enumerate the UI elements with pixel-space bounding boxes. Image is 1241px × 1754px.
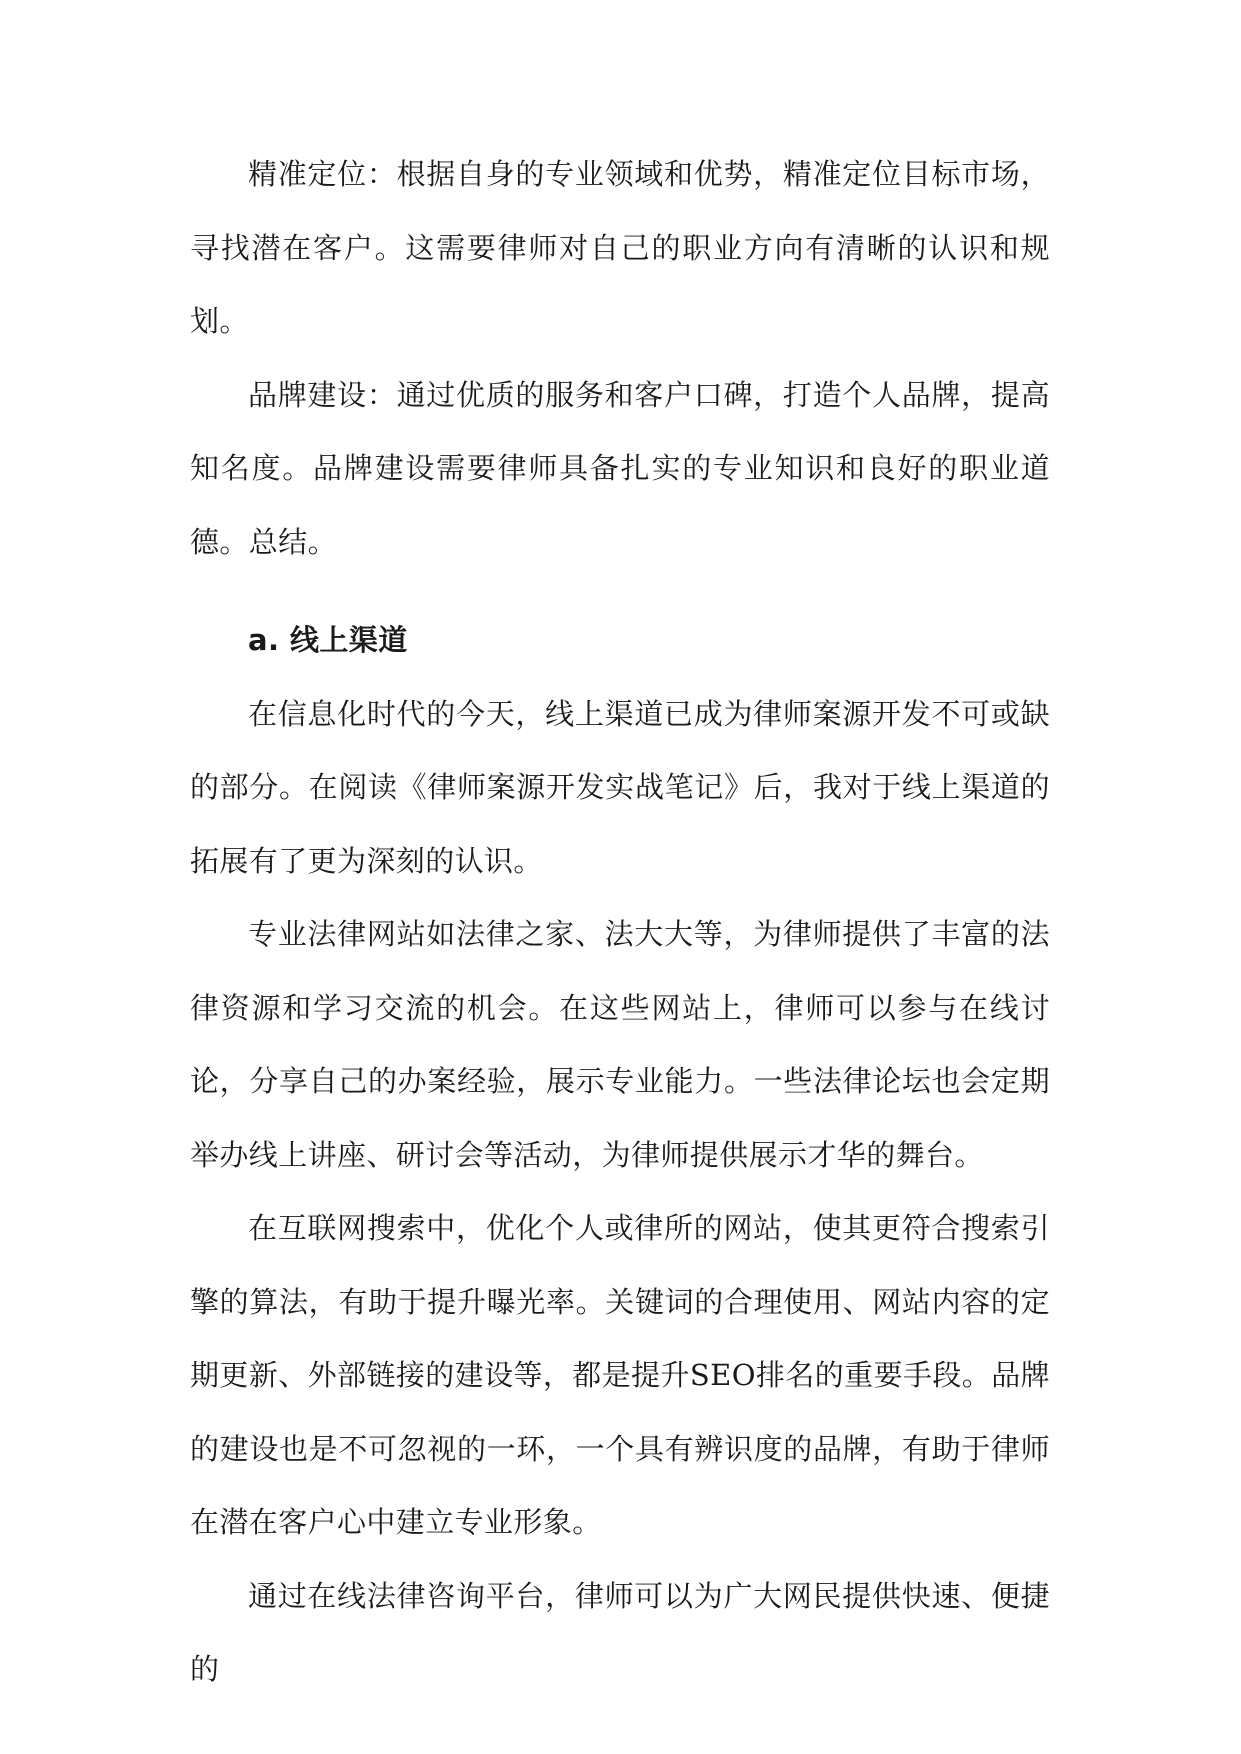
section-marker: a. (248, 623, 280, 657)
document-page (190, 138, 1050, 1707)
paragraph-seo: 在互联网搜索中，优化个人或律所的网站，使其更符合搜索引擎的算法，有助于提升曝光率。关键词的合理使用、网站内容的定期更新、外部链接的建设等，都是提升SEO排名的重要手段。品牌的建设也是不可忽视的一环，一个具有辨识度的品牌，有助于律师在潜在客户心中建立专业形象。 (190, 1211, 1050, 1539)
paragraph-legal-websites: 专业法律网站如法律之家、法大大等，为律师提供了丰富的法律资源和学习交流的机会。在这些网站上，律师可以参与在线讨论，分享自己的办案经验，展示专业能力。一些法律论坛也会定期举办线上讲座、研讨会等活动，为律师提供展示才华的舞台。 (190, 917, 1050, 1172)
paragraph-online-intro: 在信息化时代的今天，线上渠道已成为律师案源开发不可或缺的部分。在阅读《律师案源开发实战笔记》后，我对于线上渠道的拓展有了更为深刻的认识。 (190, 696, 1050, 878)
paragraph-precise-positioning: 精准定位：根据自身的专业领域和优势，精准定位目标市场，寻找潜在客户。这需要律师对自己的职业方向有清晰的认识和规划。 (190, 157, 1050, 338)
paragraph-consultation-platform: 通过在线法律咨询平台，律师可以为广大网民提供快速、便捷的 (190, 1578, 1050, 1686)
section-title: 线上渠道 (290, 623, 408, 657)
section-heading (190, 604, 1050, 678)
paragraph-brand-building: 品牌建设：通过优质的服务和客户口碑，打造个人品牌，提高知名度。品牌建设需要律师具备扎实的专业知识和良好的职业道德。总结。 (190, 377, 1050, 559)
